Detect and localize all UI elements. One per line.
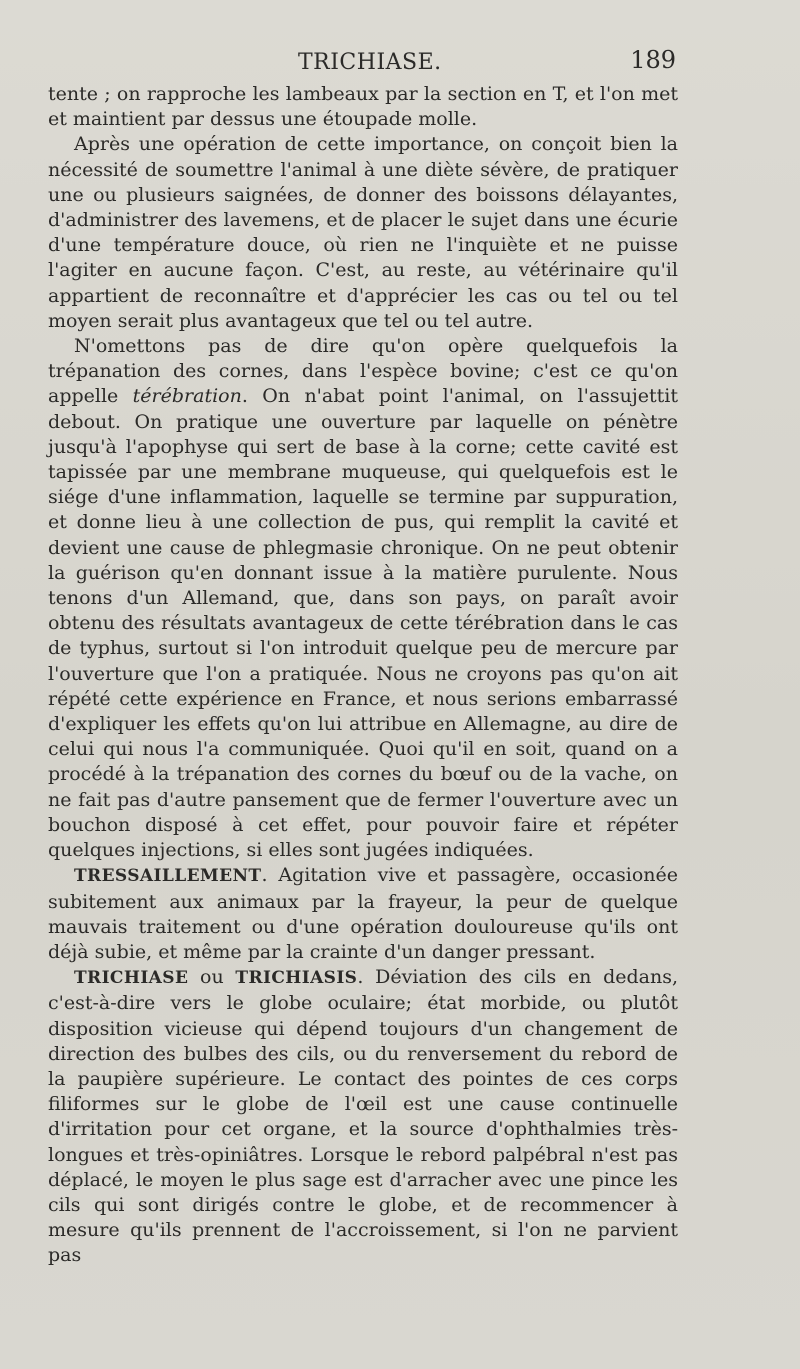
running-title: TRICHIASE. [298,50,442,75]
entry-definition: . Agitation vive et passagère, occasionée subitement aux animaux par la frayeur, la peur de quelque mauvais traitement ou d'une opération douloureuse qu'ils ont déjà subie, et même par la crainte d'un danger pressant. [48,864,678,963]
page-number: 189 [630,46,676,74]
paragraph-continuation: tente ; on rapproche les lambeaux par la section en T, et l'on met et maintient par dessus une étoupade molle. [48,83,678,131]
paragraph-text-after-term: . On n'abat point l'animal, on l'assujettit debout. On pratique une ouverture par laquelle on pénètre jusqu'à l'apophyse qui sert de base à la corne; cette cavité est tapissée par une membrane muqueuse, qui quelquefois est le siége d'une inflammation, laquelle se termine par suppuration, et donne lieu à une collection de pus, qui remplit la cavité et devient une cause de phlegmasie chronique. On ne peut obtenir la guérison qu'en donnant issue à la matière purulente. Nous tenons d'un Allemand, que, dans son pays, on paraît avoir obtenu des résultats avantageux de cette térébration dans le cas de typhus, surtout si l'on introduit quelque peu de mercure par l'ouverture que l'on a pratiquée. Nous ne croyons pas qu'on ait répété cette expérience en France, et nous serions embarrassé d'expliquer les effets qu'on lui attribue en Allemagne, au dire de celui qui nous l'a communiquée. Quoi qu'il en soit, quand on a procédé à la trépanation des cornes du bœuf ou de la vache, on ne fait pas d'autre pansement que de fermer l'ouverture avec un bouchon disposé à cet effet, pour pouvoir faire et répéter quelques injections, si elles sont jugées indiquées. [48,385,678,862]
paragraph-text-before-term: N'omettons pas de dire qu'on opère quelquefois la trépanation des cornes, dans l'espèce bovine; c'est ce qu'on appelle [48,335,678,408]
entry-trichiase [48,965,678,1268]
italic-term-terebration: térébration [132,385,242,408]
running-head [48,46,678,80]
body-text [48,82,678,1269]
entry-headword: TRICHIASE [74,968,189,989]
entry-headword-variant: TRICHIASIS [235,968,358,989]
entry-definition: . Déviation des cils en dedans, c'est-à-dire vers le globe oculaire; état morbide, ou plutôt disposition vicieuse qui dépend toujours d'un changement de direction des bulbes des cils, ou du renversement du rebord de la paupière supérieure. Le contact des pointes de ces corps filiformes sur le globe de l'œil est une cause continuelle d'irritation pour cet organe, et la source d'ophthalmies très-longues et très-opiniâtres. Lorsque le rebord palpébral n'est pas déplacé, le moyen le plus sage est d'arracher avec une pince les cils qui sont dirigés contre le globe, et de recommencer à mesure qu'ils prennent de l'accroissement, si l'on ne parvient pas [48,966,678,1267]
entry-tressaillement [48,863,678,965]
paragraph-horn-trepanation [48,334,678,863]
entry-headword: TRESSAILLEMENT [74,866,262,887]
paragraph-post-operation: Après une opération de cette importance, on conçoit bien la nécessité de soumettre l'animal à une diète sévère, de pratiquer une ou plusieurs saignées, de donner des boissons délayantes, d'administrer des lavemens, et de placer le sujet dans une écurie d'une température douce, où rien ne l'inquiète et ne puisse l'agiter en aucune façon. C'est, au reste, au vétérinaire qu'il appartient de reconnaître et d'apprécier les cas ou tel ou tel moyen serait plus avantageux que tel ou tel autre. [48,133,678,332]
entry-headword-joiner: ou [188,966,236,989]
